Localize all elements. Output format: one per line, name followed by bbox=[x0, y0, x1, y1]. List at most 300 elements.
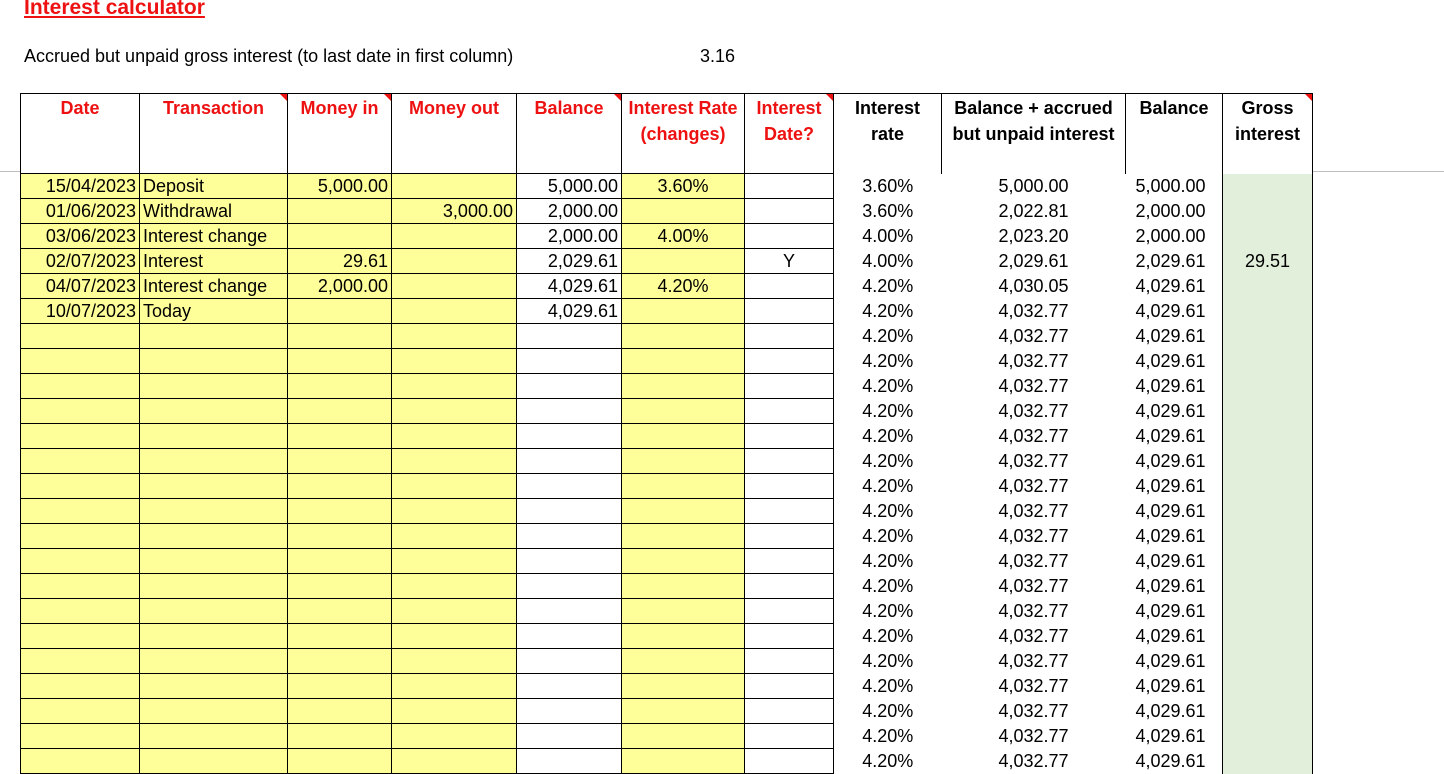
balance-cell[interactable] bbox=[517, 524, 622, 549]
interest-rate-cell[interactable]: 3.60% bbox=[834, 199, 942, 224]
date-cell[interactable] bbox=[21, 449, 140, 474]
balance-accrued-cell[interactable]: 4,032.77 bbox=[942, 299, 1126, 324]
gross-interest-cell[interactable] bbox=[1223, 574, 1313, 599]
balance-accrued-cell[interactable]: 4,032.77 bbox=[942, 449, 1126, 474]
date-cell[interactable] bbox=[21, 324, 140, 349]
money-in-cell[interactable] bbox=[288, 699, 392, 724]
money-in-cell[interactable] bbox=[288, 549, 392, 574]
interest-date-cell[interactable] bbox=[745, 374, 834, 399]
balance-cell[interactable]: 2,029.61 bbox=[517, 249, 622, 274]
balance-accrued-cell[interactable]: 4,032.77 bbox=[942, 749, 1126, 774]
balance-cell[interactable] bbox=[517, 599, 622, 624]
date-cell[interactable] bbox=[21, 549, 140, 574]
balance-accrued-cell[interactable]: 4,032.77 bbox=[942, 524, 1126, 549]
balance-accrued-cell[interactable]: 4,032.77 bbox=[942, 399, 1126, 424]
gross-interest-cell[interactable] bbox=[1223, 649, 1313, 674]
transaction-cell[interactable] bbox=[140, 624, 288, 649]
interest-rate-cell[interactable]: 4.00% bbox=[834, 249, 942, 274]
balance-cell[interactable] bbox=[517, 699, 622, 724]
date-cell[interactable] bbox=[21, 649, 140, 674]
interest-rate-cell[interactable]: 4.20% bbox=[834, 274, 942, 299]
money-out-cell[interactable] bbox=[392, 224, 517, 249]
table-row bbox=[21, 249, 1313, 274]
balance-cell[interactable] bbox=[517, 374, 622, 399]
balance-2-cell[interactable]: 4,029.61 bbox=[1126, 374, 1223, 399]
balance-2-cell[interactable]: 4,029.61 bbox=[1126, 474, 1223, 499]
gross-interest-cell[interactable] bbox=[1223, 549, 1313, 574]
balance-cell[interactable]: 4,029.61 bbox=[517, 299, 622, 324]
rate-change-cell[interactable]: 4.20% bbox=[622, 274, 745, 299]
balance-2-cell[interactable]: 4,029.61 bbox=[1126, 499, 1223, 524]
money-in-cell[interactable]: 2,000.00 bbox=[288, 274, 392, 299]
interest-rate-cell[interactable]: 4.20% bbox=[834, 749, 942, 774]
balance-2-cell[interactable]: 5,000.00 bbox=[1126, 174, 1223, 199]
date-cell[interactable]: 15/04/2023 bbox=[21, 174, 140, 199]
table-row bbox=[21, 749, 1313, 774]
interest-rate-cell[interactable]: 4.20% bbox=[834, 674, 942, 699]
balance-2-cell[interactable]: 4,029.61 bbox=[1126, 599, 1223, 624]
balance-2-cell[interactable]: 4,029.61 bbox=[1126, 324, 1223, 349]
rate-change-cell[interactable] bbox=[622, 374, 745, 399]
date-cell[interactable] bbox=[21, 724, 140, 749]
table-row bbox=[21, 424, 1313, 449]
balance-accrued-cell[interactable]: 2,022.81 bbox=[942, 199, 1126, 224]
rate-change-cell[interactable] bbox=[622, 649, 745, 674]
balance-accrued-cell[interactable]: 4,032.77 bbox=[942, 674, 1126, 699]
interest-rate-cell[interactable]: 4.20% bbox=[834, 424, 942, 449]
money-in-cell[interactable] bbox=[288, 649, 392, 674]
interest-date-cell[interactable] bbox=[745, 524, 834, 549]
transaction-cell[interactable] bbox=[140, 724, 288, 749]
balance-cell[interactable] bbox=[517, 574, 622, 599]
transaction-cell[interactable]: Interest change bbox=[140, 274, 288, 299]
table-row bbox=[21, 224, 1313, 249]
gross-interest-cell[interactable] bbox=[1223, 724, 1313, 749]
balance-2-cell[interactable]: 4,029.61 bbox=[1126, 649, 1223, 674]
date-cell[interactable] bbox=[21, 374, 140, 399]
interest-rate-cell[interactable]: 4.20% bbox=[834, 599, 942, 624]
money-out-cell[interactable] bbox=[392, 749, 517, 774]
gross-interest-cell[interactable] bbox=[1223, 274, 1313, 299]
table-row bbox=[21, 699, 1313, 724]
rate-change-cell[interactable] bbox=[622, 624, 745, 649]
header-interest-rate-changes[interactable]: Interest Rate (changes) bbox=[622, 94, 745, 174]
gross-interest-cell[interactable] bbox=[1223, 174, 1313, 199]
money-out-cell[interactable] bbox=[392, 574, 517, 599]
balance-accrued-cell[interactable]: 4,032.77 bbox=[942, 499, 1126, 524]
rate-change-cell[interactable] bbox=[622, 324, 745, 349]
interest-date-cell[interactable] bbox=[745, 399, 834, 424]
interest-rate-cell[interactable]: 4.20% bbox=[834, 524, 942, 549]
date-cell[interactable] bbox=[21, 674, 140, 699]
date-cell[interactable] bbox=[21, 574, 140, 599]
rate-change-cell[interactable] bbox=[622, 524, 745, 549]
interest-rate-cell[interactable]: 4.20% bbox=[834, 624, 942, 649]
balance-2-cell[interactable]: 4,029.61 bbox=[1126, 699, 1223, 724]
balance-2-cell[interactable]: 4,029.61 bbox=[1126, 424, 1223, 449]
money-out-cell[interactable] bbox=[392, 324, 517, 349]
table-row bbox=[21, 449, 1313, 474]
balance-2-cell[interactable]: 4,029.61 bbox=[1126, 549, 1223, 574]
gross-interest-cell[interactable] bbox=[1223, 224, 1313, 249]
rate-change-cell[interactable] bbox=[622, 199, 745, 224]
gross-interest-cell[interactable] bbox=[1223, 474, 1313, 499]
transaction-cell[interactable] bbox=[140, 649, 288, 674]
balance-accrued-cell[interactable]: 4,032.77 bbox=[942, 574, 1126, 599]
balance-2-cell[interactable]: 4,029.61 bbox=[1126, 524, 1223, 549]
table-row bbox=[21, 599, 1313, 624]
balance-cell[interactable] bbox=[517, 399, 622, 424]
gross-interest-cell[interactable] bbox=[1223, 299, 1313, 324]
rate-change-cell[interactable] bbox=[622, 249, 745, 274]
interest-rate-cell[interactable]: 4.20% bbox=[834, 499, 942, 524]
gross-interest-cell[interactable] bbox=[1223, 624, 1313, 649]
interest-rate-cell[interactable]: 4.20% bbox=[834, 374, 942, 399]
gross-interest-cell[interactable] bbox=[1223, 499, 1313, 524]
balance-accrued-cell[interactable]: 4,030.05 bbox=[942, 274, 1126, 299]
rate-change-cell[interactable] bbox=[622, 549, 745, 574]
date-cell[interactable] bbox=[21, 349, 140, 374]
transaction-cell[interactable] bbox=[140, 424, 288, 449]
interest-date-cell[interactable] bbox=[745, 474, 834, 499]
rate-change-cell[interactable] bbox=[622, 499, 745, 524]
money-out-cell[interactable] bbox=[392, 449, 517, 474]
balance-accrued-cell[interactable]: 5,000.00 bbox=[942, 174, 1126, 199]
header-balance-2[interactable]: Balance bbox=[1126, 94, 1223, 174]
money-in-cell[interactable] bbox=[288, 349, 392, 374]
date-cell[interactable] bbox=[21, 749, 140, 774]
interest-rate-cell[interactable]: 4.20% bbox=[834, 724, 942, 749]
balance-accrued-cell[interactable]: 4,032.77 bbox=[942, 474, 1126, 499]
money-in-cell[interactable] bbox=[288, 224, 392, 249]
gross-interest-cell[interactable] bbox=[1223, 449, 1313, 474]
comment-indicator-icon bbox=[614, 94, 621, 101]
date-cell[interactable]: 10/07/2023 bbox=[21, 299, 140, 324]
gross-interest-cell[interactable] bbox=[1223, 749, 1313, 774]
money-in-cell[interactable] bbox=[288, 724, 392, 749]
money-in-cell[interactable] bbox=[288, 499, 392, 524]
money-in-cell[interactable] bbox=[288, 399, 392, 424]
money-out-cell[interactable] bbox=[392, 599, 517, 624]
balance-cell[interactable] bbox=[517, 624, 622, 649]
interest-date-cell[interactable] bbox=[745, 324, 834, 349]
money-in-cell[interactable] bbox=[288, 574, 392, 599]
balance-cell[interactable] bbox=[517, 549, 622, 574]
date-cell[interactable]: 01/06/2023 bbox=[21, 199, 140, 224]
balance-accrued-cell[interactable]: 4,032.77 bbox=[942, 699, 1126, 724]
date-cell[interactable] bbox=[21, 599, 140, 624]
interest-rate-cell[interactable]: 4.20% bbox=[834, 399, 942, 424]
gross-interest-cell[interactable] bbox=[1223, 524, 1313, 549]
money-in-cell[interactable]: 5,000.00 bbox=[288, 174, 392, 199]
money-in-cell[interactable] bbox=[288, 199, 392, 224]
balance-2-cell[interactable]: 4,029.61 bbox=[1126, 674, 1223, 699]
balance-2-cell[interactable]: 2,029.61 bbox=[1126, 249, 1223, 274]
balance-cell[interactable] bbox=[517, 674, 622, 699]
transaction-cell[interactable] bbox=[140, 599, 288, 624]
rate-change-cell[interactable] bbox=[622, 724, 745, 749]
gross-interest-cell[interactable] bbox=[1223, 599, 1313, 624]
table-row bbox=[21, 399, 1313, 424]
transaction-cell[interactable] bbox=[140, 474, 288, 499]
interest-date-cell[interactable]: Y bbox=[745, 249, 834, 274]
interest-date-cell[interactable] bbox=[745, 724, 834, 749]
header-gross-interest[interactable]: Gross interest bbox=[1223, 94, 1313, 174]
table-row bbox=[21, 574, 1313, 599]
money-out-cell[interactable] bbox=[392, 399, 517, 424]
interest-date-cell[interactable] bbox=[745, 699, 834, 724]
gross-interest-cell[interactable] bbox=[1223, 699, 1313, 724]
rate-change-cell[interactable] bbox=[622, 349, 745, 374]
balance-cell[interactable] bbox=[517, 324, 622, 349]
comment-indicator-icon bbox=[384, 94, 391, 101]
balance-cell[interactable] bbox=[517, 449, 622, 474]
money-out-cell[interactable] bbox=[392, 174, 517, 199]
transaction-cell[interactable] bbox=[140, 399, 288, 424]
interest-table bbox=[20, 93, 1313, 774]
gross-interest-cell[interactable] bbox=[1223, 349, 1313, 374]
balance-cell[interactable]: 5,000.00 bbox=[517, 174, 622, 199]
interest-date-cell[interactable] bbox=[745, 599, 834, 624]
interest-rate-cell[interactable]: 4.20% bbox=[834, 324, 942, 349]
date-cell[interactable]: 02/07/2023 bbox=[21, 249, 140, 274]
interest-rate-cell[interactable]: 4.20% bbox=[834, 649, 942, 674]
money-in-cell[interactable] bbox=[288, 449, 392, 474]
money-out-cell[interactable] bbox=[392, 524, 517, 549]
transaction-cell[interactable] bbox=[140, 699, 288, 724]
balance-2-cell[interactable]: 4,029.61 bbox=[1126, 349, 1223, 374]
money-in-cell[interactable] bbox=[288, 674, 392, 699]
date-cell[interactable] bbox=[21, 399, 140, 424]
interest-rate-cell[interactable]: 4.20% bbox=[834, 449, 942, 474]
rate-change-cell[interactable]: 3.60% bbox=[622, 174, 745, 199]
interest-date-cell[interactable] bbox=[745, 274, 834, 299]
rate-change-cell[interactable] bbox=[622, 449, 745, 474]
balance-accrued-cell[interactable]: 4,032.77 bbox=[942, 374, 1126, 399]
interest-date-cell[interactable] bbox=[745, 174, 834, 199]
balance-2-cell[interactable]: 4,029.61 bbox=[1126, 724, 1223, 749]
balance-accrued-cell[interactable]: 4,032.77 bbox=[942, 624, 1126, 649]
interest-rate-cell[interactable]: 4.20% bbox=[834, 299, 942, 324]
money-out-cell[interactable] bbox=[392, 349, 517, 374]
transaction-cell[interactable] bbox=[140, 574, 288, 599]
money-in-cell[interactable] bbox=[288, 624, 392, 649]
balance-accrued-cell[interactable]: 4,032.77 bbox=[942, 549, 1126, 574]
balance-2-cell[interactable]: 4,029.61 bbox=[1126, 449, 1223, 474]
interest-rate-cell[interactable]: 4.20% bbox=[834, 574, 942, 599]
header-date[interactable]: Date bbox=[21, 94, 140, 174]
transaction-cell[interactable] bbox=[140, 524, 288, 549]
transaction-cell[interactable]: Withdrawal bbox=[140, 199, 288, 224]
money-in-cell[interactable] bbox=[288, 324, 392, 349]
date-cell[interactable]: 04/07/2023 bbox=[21, 274, 140, 299]
money-out-cell[interactable] bbox=[392, 624, 517, 649]
balance-2-cell[interactable]: 4,029.61 bbox=[1126, 624, 1223, 649]
balance-cell[interactable] bbox=[517, 424, 622, 449]
rate-change-cell[interactable] bbox=[622, 749, 745, 774]
header-interest-rate[interactable]: Interest rate bbox=[834, 94, 942, 174]
money-out-cell[interactable] bbox=[392, 299, 517, 324]
date-cell[interactable] bbox=[21, 624, 140, 649]
table-row bbox=[21, 324, 1313, 349]
interest-date-cell[interactable] bbox=[745, 749, 834, 774]
date-cell[interactable] bbox=[21, 499, 140, 524]
money-in-cell[interactable] bbox=[288, 599, 392, 624]
interest-date-cell[interactable] bbox=[745, 649, 834, 674]
balance-accrued-cell[interactable]: 4,032.77 bbox=[942, 724, 1126, 749]
interest-rate-cell[interactable]: 4.20% bbox=[834, 699, 942, 724]
transaction-cell[interactable] bbox=[140, 499, 288, 524]
money-out-cell[interactable] bbox=[392, 474, 517, 499]
transaction-cell[interactable] bbox=[140, 349, 288, 374]
transaction-cell[interactable]: Today bbox=[140, 299, 288, 324]
rate-change-cell[interactable] bbox=[622, 474, 745, 499]
money-in-cell[interactable] bbox=[288, 299, 392, 324]
date-cell[interactable] bbox=[21, 424, 140, 449]
balance-cell[interactable]: 2,000.00 bbox=[517, 199, 622, 224]
rate-change-cell[interactable] bbox=[622, 599, 745, 624]
table-row bbox=[21, 649, 1313, 674]
page-title: Interest calculator bbox=[24, 0, 205, 19]
interest-date-cell[interactable] bbox=[745, 574, 834, 599]
rate-change-cell[interactable]: 4.00% bbox=[622, 224, 745, 249]
interest-date-cell[interactable] bbox=[745, 199, 834, 224]
money-in-cell[interactable] bbox=[288, 749, 392, 774]
transaction-cell[interactable] bbox=[140, 324, 288, 349]
transaction-cell[interactable]: Deposit bbox=[140, 174, 288, 199]
balance-2-cell[interactable]: 4,029.61 bbox=[1126, 399, 1223, 424]
accrued-interest-label: Accrued but unpaid gross interest (to last date in first column) bbox=[24, 46, 514, 66]
comment-indicator-icon bbox=[1305, 94, 1312, 101]
interest-rate-cell[interactable]: 4.00% bbox=[834, 224, 942, 249]
header-money-out[interactable]: Money out bbox=[392, 94, 517, 174]
rate-change-cell[interactable] bbox=[622, 424, 745, 449]
balance-2-cell[interactable]: 4,029.61 bbox=[1126, 274, 1223, 299]
money-out-cell[interactable]: 3,000.00 bbox=[392, 199, 517, 224]
balance-cell[interactable]: 2,000.00 bbox=[517, 224, 622, 249]
table-row bbox=[21, 549, 1313, 574]
accrued-interest-value[interactable]: 3.16 bbox=[700, 46, 736, 66]
balance-cell[interactable] bbox=[517, 749, 622, 774]
gross-interest-cell[interactable] bbox=[1223, 199, 1313, 224]
header-money-in[interactable]: Money in bbox=[288, 94, 392, 174]
balance-accrued-cell[interactable]: 4,032.77 bbox=[942, 599, 1126, 624]
balance-accrued-cell[interactable]: 4,032.77 bbox=[942, 349, 1126, 374]
money-out-cell[interactable] bbox=[392, 724, 517, 749]
transaction-cell[interactable]: Interest change bbox=[140, 224, 288, 249]
balance-cell[interactable] bbox=[517, 649, 622, 674]
interest-rate-cell[interactable]: 4.20% bbox=[834, 349, 942, 374]
money-out-cell[interactable] bbox=[392, 499, 517, 524]
gross-interest-cell[interactable]: 29.51 bbox=[1223, 249, 1313, 274]
balance-cell[interactable] bbox=[517, 499, 622, 524]
money-in-cell[interactable] bbox=[288, 474, 392, 499]
money-in-cell[interactable]: 29.61 bbox=[288, 249, 392, 274]
table-row bbox=[21, 674, 1313, 699]
transaction-cell[interactable] bbox=[140, 449, 288, 474]
money-in-cell[interactable] bbox=[288, 374, 392, 399]
interest-date-cell[interactable] bbox=[745, 424, 834, 449]
money-out-cell[interactable] bbox=[392, 424, 517, 449]
balance-2-cell[interactable]: 4,029.61 bbox=[1126, 299, 1223, 324]
interest-date-cell[interactable] bbox=[745, 499, 834, 524]
balance-accrued-cell[interactable]: 2,023.20 bbox=[942, 224, 1126, 249]
balance-cell[interactable] bbox=[517, 724, 622, 749]
interest-rate-cell[interactable]: 4.20% bbox=[834, 474, 942, 499]
interest-date-cell[interactable] bbox=[745, 624, 834, 649]
rate-change-cell[interactable] bbox=[622, 399, 745, 424]
money-out-cell[interactable] bbox=[392, 699, 517, 724]
rate-change-cell[interactable] bbox=[622, 299, 745, 324]
money-out-cell[interactable] bbox=[392, 549, 517, 574]
balance-cell[interactable] bbox=[517, 349, 622, 374]
date-cell[interactable] bbox=[21, 699, 140, 724]
interest-date-cell[interactable] bbox=[745, 549, 834, 574]
balance-2-cell[interactable]: 4,029.61 bbox=[1126, 574, 1223, 599]
gross-interest-cell[interactable] bbox=[1223, 424, 1313, 449]
balance-2-cell[interactable]: 2,000.00 bbox=[1126, 199, 1223, 224]
table-row bbox=[21, 299, 1313, 324]
table-row bbox=[21, 199, 1313, 224]
balance-accrued-cell[interactable]: 4,032.77 bbox=[942, 424, 1126, 449]
money-out-cell[interactable] bbox=[392, 649, 517, 674]
balance-2-cell[interactable]: 2,000.00 bbox=[1126, 224, 1223, 249]
rate-change-cell[interactable] bbox=[622, 674, 745, 699]
balance-accrued-cell[interactable]: 4,032.77 bbox=[942, 324, 1126, 349]
date-cell[interactable]: 03/06/2023 bbox=[21, 224, 140, 249]
table-row bbox=[21, 724, 1313, 749]
transaction-cell[interactable] bbox=[140, 549, 288, 574]
transaction-cell[interactable] bbox=[140, 749, 288, 774]
money-in-cell[interactable] bbox=[288, 524, 392, 549]
money-out-cell[interactable] bbox=[392, 674, 517, 699]
rate-change-cell[interactable] bbox=[622, 699, 745, 724]
balance-accrued-cell[interactable]: 4,032.77 bbox=[942, 649, 1126, 674]
header-interest-date[interactable]: Interest Date? bbox=[745, 94, 834, 174]
header-balance-accrued[interactable]: Balance + accrued but unpaid interest bbox=[942, 94, 1126, 174]
date-cell[interactable] bbox=[21, 474, 140, 499]
interest-date-cell[interactable] bbox=[745, 349, 834, 374]
balance-cell[interactable] bbox=[517, 474, 622, 499]
money-in-cell[interactable] bbox=[288, 424, 392, 449]
date-cell[interactable] bbox=[21, 524, 140, 549]
transaction-cell[interactable]: Interest bbox=[140, 249, 288, 274]
gross-interest-cell[interactable] bbox=[1223, 374, 1313, 399]
balance-cell[interactable]: 4,029.61 bbox=[517, 274, 622, 299]
interest-date-cell[interactable] bbox=[745, 224, 834, 249]
interest-rate-cell[interactable]: 3.60% bbox=[834, 174, 942, 199]
comment-indicator-icon bbox=[826, 94, 833, 101]
interest-date-cell[interactable] bbox=[745, 449, 834, 474]
transaction-cell[interactable] bbox=[140, 674, 288, 699]
interest-date-cell[interactable] bbox=[745, 674, 834, 699]
gross-interest-cell[interactable] bbox=[1223, 324, 1313, 349]
rate-change-cell[interactable] bbox=[622, 574, 745, 599]
header-balance[interactable]: Balance bbox=[517, 94, 622, 174]
money-out-cell[interactable] bbox=[392, 274, 517, 299]
interest-date-cell[interactable] bbox=[745, 299, 834, 324]
gross-interest-cell[interactable] bbox=[1223, 674, 1313, 699]
interest-rate-cell[interactable]: 4.20% bbox=[834, 549, 942, 574]
balance-2-cell[interactable]: 4,029.61 bbox=[1126, 749, 1223, 774]
money-out-cell[interactable] bbox=[392, 374, 517, 399]
table-row bbox=[21, 274, 1313, 299]
gross-interest-cell[interactable] bbox=[1223, 399, 1313, 424]
transaction-cell[interactable] bbox=[140, 374, 288, 399]
header-transaction[interactable]: Transaction bbox=[140, 94, 288, 174]
money-out-cell[interactable] bbox=[392, 249, 517, 274]
balance-accrued-cell[interactable]: 2,029.61 bbox=[942, 249, 1126, 274]
